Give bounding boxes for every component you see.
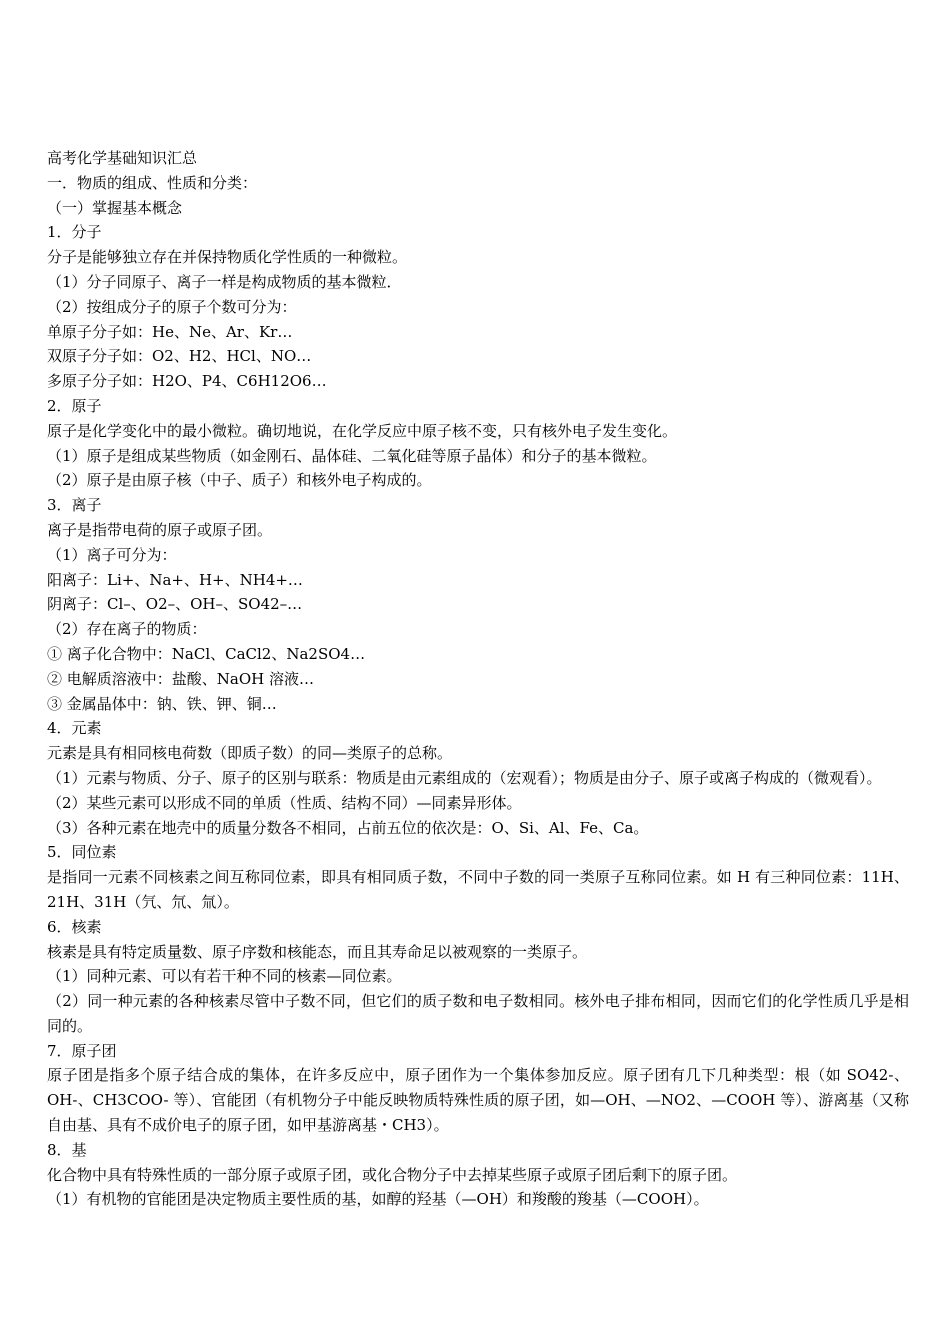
- paragraph: （1）有机物的官能团是决定物质主要性质的基，如醇的羟基（—OH）和羧酸的羧基（—COOH）。: [47, 1190, 709, 1209]
- paragraph: （2）存在离子的物质：: [47, 620, 207, 639]
- paragraph: （2）原子是由原子核（中子、质子）和核外电子构成的。: [47, 471, 432, 490]
- paragraph: 阳离子：Li+、Na+、H+、NH4+…: [47, 570, 303, 589]
- paragraph: （1）元素与物质、分子、原子的区别与联系：物质是由元素组成的（宏观看）；物质是由分子、原子或离子构成的（微观看）。: [47, 768, 882, 787]
- paragraph: （2）某些元素可以形成不同的单质（性质、结构不同）—同素异形体。: [47, 793, 522, 812]
- topic-heading-radical: 8．基: [47, 1140, 87, 1159]
- paragraph: （3）各种元素在地壳中的质量分数各不相同，占前五位的依次是：O、Si、Al、Fe、Ca。: [47, 818, 649, 837]
- document-title: 高考化学基础知识汇总: [47, 149, 198, 167]
- paragraph: 元素是具有相同核电荷数（即质子数）的同—类原子的总称。: [47, 744, 453, 763]
- topic-heading-molecule: 1．分子: [47, 223, 102, 242]
- paragraph: ① 离子化合物中：NaCl、CaCl2、Na2SO4…: [47, 644, 366, 663]
- topic-heading-atom: 2．原子: [47, 396, 102, 415]
- paragraph: 核素是具有特定质量数、原子序数和核能态，而且其寿命足以被观察的一类原子。: [47, 942, 588, 961]
- paragraph: 阴离子：Cl–、O2–、OH–、SO42–…: [47, 595, 303, 614]
- paragraph: （1）原子是组成某些物质（如金刚石、晶体硅、二氧化硅等原子晶体）和分子的基本微粒。: [47, 446, 657, 465]
- paragraph: 双原子分子如：O2、H2、HCl、NO…: [47, 347, 312, 366]
- topic-heading-ion: 3．离子: [47, 496, 102, 515]
- paragraph: ③ 金属晶体中：钠、铁、钾、铜…: [47, 694, 277, 713]
- paragraph: （2）同一种元素的各种核素尽管中子数不同，但它们的质子数和电子数相同。核外电子排布相同，因而它们的化学性质几乎是相同的。: [47, 992, 909, 1035]
- paragraph: 是指同一元素不同核素之间互称同位素，即具有相同质子数，不同中子数的同一类原子互称同位素。如 H 有三种同位素：11H、21H、31H（氕、氘、氚）。: [47, 868, 909, 911]
- paragraph: （1）同种元素、可以有若干种不同的核素—同位素。: [47, 967, 402, 986]
- paragraph: 离子是指带电荷的原子或原子团。: [47, 520, 273, 539]
- section-heading: 一．物质的组成、性质和分类：: [47, 173, 258, 192]
- topic-heading-isotope: 5．同位素: [47, 843, 117, 862]
- paragraph: 化合物中具有特殊性质的一部分原子或原子团，或化合物分子中去掉某些原子或原子团后剩下的原子团。: [47, 1165, 738, 1184]
- paragraph: 多原子分子如：H2O、P4、C6H12O6…: [47, 372, 327, 391]
- paragraph: 原子团是指多个原子结合成的集体，在许多反应中，原子团作为一个集体参加反应。原子团有几下几种类型：根（如 SO42-、OH-、CH3COO- 等）、官能团（有机物分子中能反映物质特殊性质的原子团，如—OH、—NO2、—COOH 等）、游离基（又称自由基、具有不成价电子的原子团，如甲基游离基・CH3）。: [47, 1066, 909, 1135]
- paragraph: 原子是化学变化中的最小微粒。确切地说，在化学反应中原子核不变，只有核外电子发生变化。: [47, 421, 678, 440]
- paragraph: 分子是能够独立存在并保持物质化学性质的一种微粒。: [47, 248, 408, 267]
- paragraph: 单原子分子如：He、Ne、Ar、Kr…: [47, 322, 293, 341]
- paragraph: （1）离子可分为：: [47, 545, 177, 564]
- document-body: [47, 146, 909, 1212]
- topic-heading-nuclide: 6．核素: [47, 917, 102, 936]
- paragraph: ② 电解质溶液中：盐酸、NaOH 溶液…: [47, 669, 314, 688]
- paragraph: （1）分子同原子、离子一样是构成物质的基本微粒．: [47, 272, 402, 291]
- paragraph: （2）按组成分子的原子个数可分为：: [47, 297, 297, 316]
- topic-heading-atomic-group: 7．原子团: [47, 1041, 117, 1060]
- subsection-heading: （一）掌握基本概念: [47, 198, 183, 217]
- topic-heading-element: 4．元素: [47, 719, 102, 738]
